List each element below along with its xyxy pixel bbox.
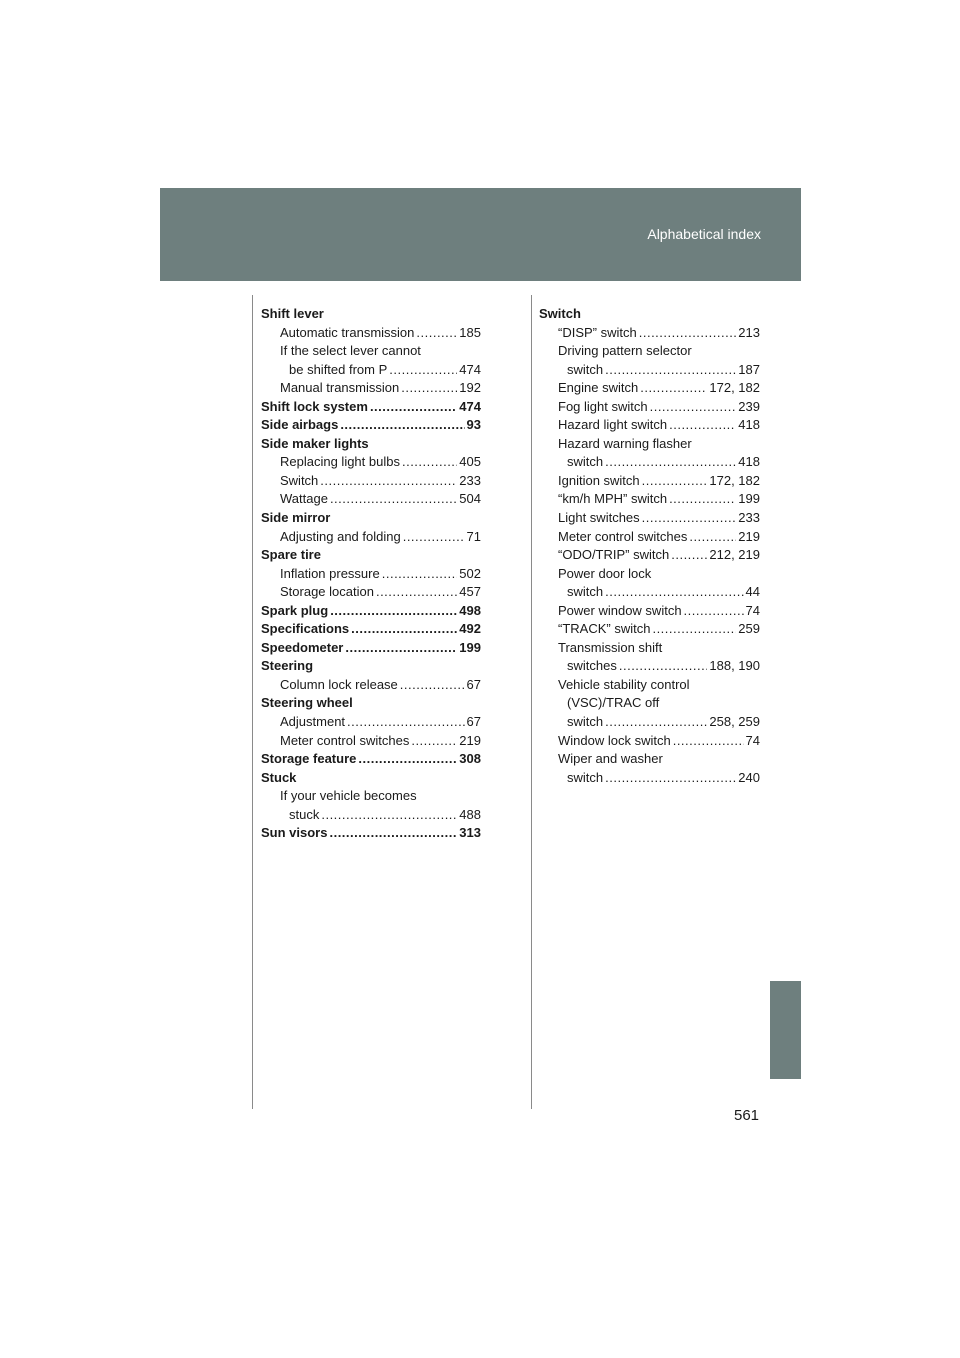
page-reference: 474 xyxy=(459,398,481,414)
index-heading xyxy=(261,546,481,565)
dot-leader xyxy=(400,676,465,695)
index-subentry xyxy=(261,472,481,491)
entry-label: switch xyxy=(567,454,604,470)
dot-leader xyxy=(403,528,465,547)
dot-leader xyxy=(389,361,457,380)
dot-leader xyxy=(671,546,707,565)
entry-label: “DISP” switch xyxy=(558,324,637,340)
index-heading xyxy=(261,769,481,788)
entry-label: Adjustment xyxy=(280,714,346,730)
dot-leader xyxy=(401,379,457,398)
index-subentry xyxy=(261,732,481,751)
entry-label: switch xyxy=(567,584,604,600)
page-reference: 219 xyxy=(738,528,760,544)
index-subentry xyxy=(539,639,760,658)
header-bar xyxy=(160,188,801,281)
entry-label: “km/h MPH” switch xyxy=(558,491,668,507)
entry-label: Replacing light bulbs xyxy=(280,454,400,470)
page-reference: 474 xyxy=(459,361,481,377)
entry-label: Specifications xyxy=(261,621,350,637)
index-subentry xyxy=(261,787,481,806)
page-reference: 67 xyxy=(466,714,481,730)
index-subentry xyxy=(261,361,481,380)
index-subentry xyxy=(539,528,760,547)
entry-label: “TRACK” switch xyxy=(558,621,651,637)
page-reference: 93 xyxy=(466,417,481,433)
page-reference: 233 xyxy=(738,510,760,526)
dot-leader xyxy=(605,769,736,788)
index-subentry xyxy=(539,509,760,528)
column-divider-middle xyxy=(531,295,532,1109)
entry-label: Switch xyxy=(280,472,319,488)
page-number: 561 xyxy=(734,1107,760,1124)
index-subentry xyxy=(261,453,481,472)
dot-leader xyxy=(320,472,457,491)
index-subentry xyxy=(539,602,760,621)
dot-leader xyxy=(347,713,464,732)
dot-leader xyxy=(329,824,457,843)
dot-leader xyxy=(370,398,457,417)
index-subentry xyxy=(539,713,760,732)
dot-leader xyxy=(619,657,708,676)
page-reference: 44 xyxy=(745,584,760,600)
dot-leader xyxy=(650,398,737,417)
entry-label: Switch xyxy=(539,306,581,321)
dot-leader xyxy=(684,602,744,621)
entry-label: Column lock release xyxy=(280,676,398,692)
page-reference: 212, 219 xyxy=(709,547,760,563)
index-subentry xyxy=(539,398,760,417)
index-subentry xyxy=(261,676,481,695)
page-reference: 457 xyxy=(459,584,481,600)
index-heading xyxy=(261,416,481,435)
entry-label: Side airbags xyxy=(261,417,339,433)
entry-label: switches xyxy=(567,658,617,674)
entry-label: Adjusting and folding xyxy=(280,528,401,544)
entry-label: be shifted from P xyxy=(289,361,388,377)
index-subentry xyxy=(539,732,760,751)
index-subentry xyxy=(539,416,760,435)
index-subentry xyxy=(261,324,481,343)
index-subentry xyxy=(539,453,760,472)
page-reference: 258, 259 xyxy=(709,714,760,730)
entry-label: Window lock switch xyxy=(558,732,671,748)
index-subentry xyxy=(539,769,760,788)
entry-label: (VSC)/TRAC off xyxy=(567,695,660,711)
page-reference: 418 xyxy=(738,417,760,433)
entry-label: Stuck xyxy=(261,769,297,785)
entry-label: Power window switch xyxy=(558,602,682,618)
dot-leader xyxy=(330,490,457,509)
page-reference: 213 xyxy=(738,324,760,340)
entry-label: Shift lever xyxy=(261,306,324,321)
entry-label: Light switches xyxy=(558,510,640,526)
entry-label: Hazard light switch xyxy=(558,417,668,433)
entry-label: switch xyxy=(567,361,604,377)
page-reference: 199 xyxy=(459,639,481,655)
entry-label: Fog light switch xyxy=(558,398,648,414)
index-column-right xyxy=(539,305,760,787)
page-reference: 67 xyxy=(466,676,481,692)
dot-leader xyxy=(605,453,736,472)
page-reference: 488 xyxy=(459,806,481,822)
entry-label: Inflation pressure xyxy=(280,565,380,581)
page-reference: 313 xyxy=(459,825,481,841)
entry-label: stuck xyxy=(289,806,320,822)
index-subentry xyxy=(539,583,760,602)
entry-label: Manual transmission xyxy=(280,380,400,396)
page-reference: 504 xyxy=(459,491,481,507)
entry-label: “ODO/TRIP” switch xyxy=(558,547,670,563)
index-subentry xyxy=(539,694,760,713)
dot-leader xyxy=(351,620,457,639)
entry-label: Shift lock system xyxy=(261,398,368,414)
page-reference: 308 xyxy=(459,751,481,767)
dot-leader xyxy=(358,750,457,769)
page-reference: 172, 182 xyxy=(709,380,760,396)
dot-leader xyxy=(605,361,736,380)
index-subentry xyxy=(539,750,760,769)
dot-leader xyxy=(340,416,464,435)
dot-leader xyxy=(605,713,707,732)
page-reference: 74 xyxy=(745,732,760,748)
index-subentry xyxy=(261,490,481,509)
dot-leader xyxy=(689,528,736,547)
index-heading xyxy=(261,620,481,639)
dot-leader xyxy=(640,379,707,398)
dot-leader xyxy=(345,639,457,658)
index-heading xyxy=(261,602,481,621)
page-reference: 492 xyxy=(459,621,481,637)
entry-label: Engine switch xyxy=(558,380,639,396)
page-reference: 74 xyxy=(745,602,760,618)
index-subentry xyxy=(539,435,760,454)
page-reference: 239 xyxy=(738,398,760,414)
page-reference: 172, 182 xyxy=(709,472,760,488)
entry-label: Vehicle stability control xyxy=(558,676,690,692)
entry-label: Wiper and washer xyxy=(558,751,663,767)
dot-leader xyxy=(669,490,736,509)
index-subentry xyxy=(539,324,760,343)
page-reference: 240 xyxy=(738,769,760,785)
entry-label: Ignition switch xyxy=(558,472,640,488)
index-subentry xyxy=(539,676,760,695)
dot-leader xyxy=(673,732,744,751)
index-heading xyxy=(261,305,481,324)
dot-leader xyxy=(669,416,736,435)
index-subentry xyxy=(261,713,481,732)
page-reference: 502 xyxy=(459,565,481,581)
index-subentry xyxy=(539,620,760,639)
entry-label: Hazard warning flasher xyxy=(558,435,692,451)
dot-leader xyxy=(330,602,457,621)
page-reference: 418 xyxy=(738,454,760,470)
column-divider-left xyxy=(252,295,253,1109)
dot-leader xyxy=(642,472,708,491)
page-reference: 259 xyxy=(738,621,760,637)
page-reference: 233 xyxy=(459,472,481,488)
entry-label: Power door lock xyxy=(558,565,652,581)
entry-label: Transmission shift xyxy=(558,639,663,655)
entry-label: Meter control switches xyxy=(280,732,410,748)
index-subentry xyxy=(261,379,481,398)
page-reference: 199 xyxy=(738,491,760,507)
index-heading xyxy=(261,435,481,454)
index-subentry xyxy=(261,583,481,602)
index-subentry xyxy=(539,361,760,380)
dot-leader xyxy=(642,509,737,528)
index-subentry xyxy=(539,657,760,676)
section-title: Alphabetical index xyxy=(647,226,761,242)
entry-label: Steering wheel xyxy=(261,695,353,711)
index-subentry xyxy=(539,472,760,491)
index-heading xyxy=(261,509,481,528)
dot-leader xyxy=(605,583,743,602)
entry-label: Storage location xyxy=(280,584,374,600)
entry-label: Wattage xyxy=(280,491,328,507)
page-reference: 192 xyxy=(459,380,481,396)
entry-label: Side maker lights xyxy=(261,435,369,451)
index-subentry xyxy=(539,546,760,565)
index-heading xyxy=(261,639,481,658)
index-subentry xyxy=(261,565,481,584)
entry-label: Storage feature xyxy=(261,751,357,767)
page-reference: 187 xyxy=(738,361,760,377)
index-heading xyxy=(261,694,481,713)
page-reference: 71 xyxy=(466,528,481,544)
entry-label: Steering xyxy=(261,658,314,674)
index-subentry xyxy=(261,528,481,547)
page-reference: 188, 190 xyxy=(709,658,760,674)
index-subentry xyxy=(539,490,760,509)
index-subentry xyxy=(261,806,481,825)
index-column-left xyxy=(261,305,481,843)
entry-label: Automatic transmission xyxy=(280,324,415,340)
section-thumb-tab xyxy=(770,981,801,1079)
index-subentry xyxy=(539,565,760,584)
index-heading xyxy=(261,398,481,417)
dot-leader xyxy=(639,324,737,343)
index-subentry xyxy=(539,379,760,398)
page-reference: 498 xyxy=(459,602,481,618)
dot-leader xyxy=(411,732,457,751)
page-reference: 405 xyxy=(459,454,481,470)
entry-label: Speedometer xyxy=(261,639,344,655)
index-subentry xyxy=(261,342,481,361)
dot-leader xyxy=(321,806,457,825)
index-heading xyxy=(539,305,760,324)
index-heading xyxy=(261,824,481,843)
dot-leader xyxy=(382,565,458,584)
entry-label: switch xyxy=(567,714,604,730)
dot-leader xyxy=(416,324,457,343)
entry-label: Meter control switches xyxy=(558,528,688,544)
entry-label: Spare tire xyxy=(261,547,321,563)
dot-leader xyxy=(402,453,457,472)
dot-leader xyxy=(376,583,457,602)
entry-label: Driving pattern selector xyxy=(558,343,692,359)
entry-label: If your vehicle becomes xyxy=(280,788,417,804)
entry-label: Side mirror xyxy=(261,510,331,526)
index-heading xyxy=(261,750,481,769)
entry-label: If the select lever cannot xyxy=(280,343,421,359)
index-subentry xyxy=(539,342,760,361)
dot-leader xyxy=(652,620,736,639)
page-reference: 185 xyxy=(459,324,481,340)
entry-label: switch xyxy=(567,769,604,785)
index-heading xyxy=(261,657,481,676)
entry-label: Spark plug xyxy=(261,602,329,618)
entry-label: Sun visors xyxy=(261,825,328,841)
page-reference: 219 xyxy=(459,732,481,748)
